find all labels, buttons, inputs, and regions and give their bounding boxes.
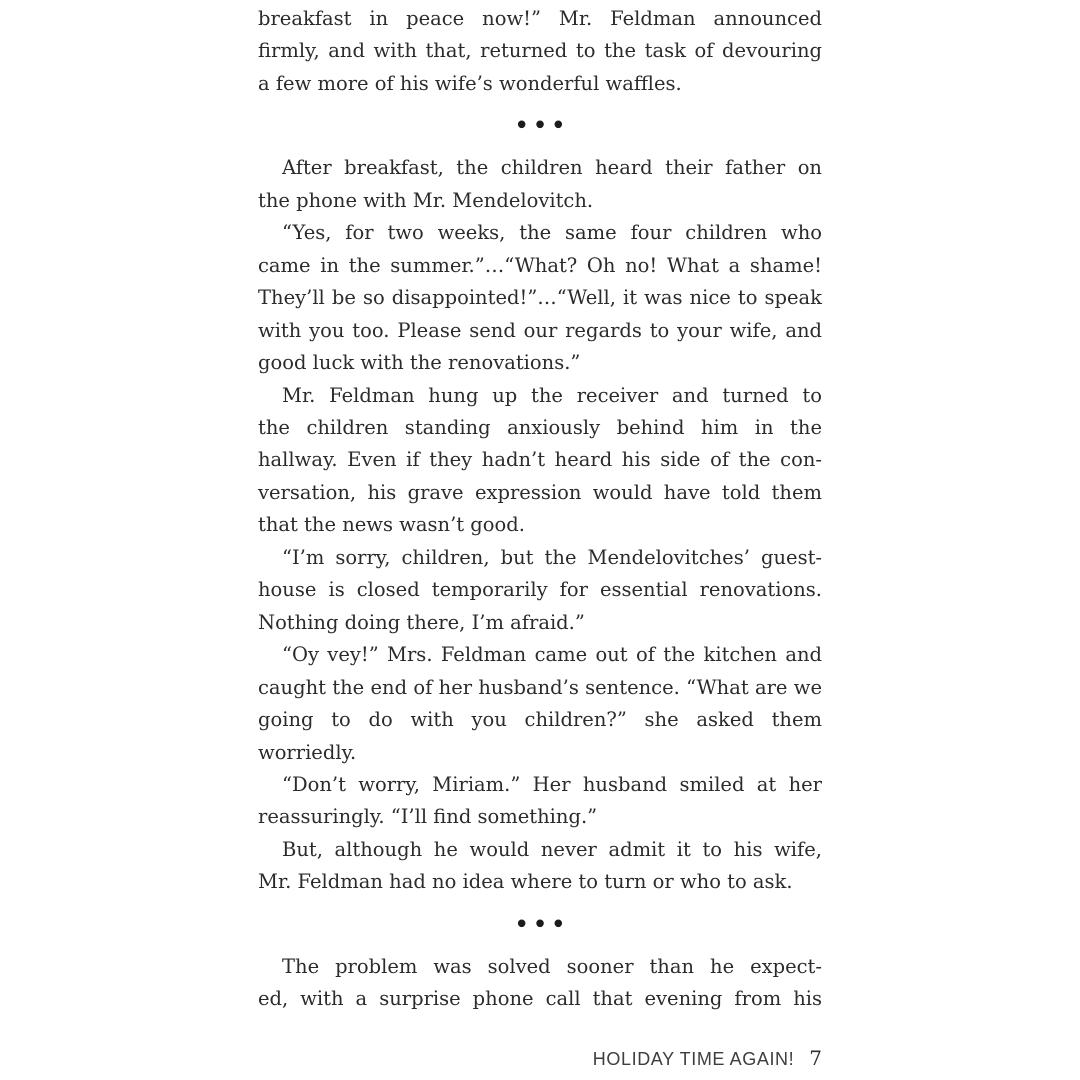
text-line: “Yes, for two weeks, the same four children who: [282, 221, 822, 245]
text-line: The problem was solved sooner than he expect-: [282, 954, 822, 978]
paragraph: [258, 152, 822, 217]
text-line: firmly, and with that, returned to the task of devouring: [258, 39, 822, 63]
text-line: breakfast in peace now!” Mr. Feldman announced: [258, 7, 822, 30]
running-title: HOLIDAY TIME AGAIN!: [592, 1049, 795, 1069]
paragraph: [258, 769, 822, 834]
page-footer: [593, 1046, 822, 1070]
scene-break-separator: •••: [513, 111, 569, 142]
text-line: the phone with Mr. Mendelovitch.: [258, 188, 594, 212]
text-line: good luck with the renovations.”: [258, 351, 581, 375]
text-line: with you too. Please send our regards to your wife, and: [258, 318, 822, 342]
text-line: going to do with you children?” she asked them worriedly.: [258, 708, 822, 764]
text-line: “I’m sorry, children, but the Mendelovitches’ guest-: [282, 545, 822, 569]
text-line: After breakfast, the children heard their father on: [282, 156, 822, 180]
text-line: reassuringly. “I’ll find something.”: [258, 805, 598, 829]
page-text-block: [258, 3, 822, 1016]
text-line: came in the summer.”…“What? Oh no! What a shame!: [258, 253, 822, 277]
scene-break-separator: •••: [513, 909, 569, 940]
text-line: Nothing doing there, I’m afraid.”: [258, 610, 585, 634]
text-line: Mr. Feldman had no idea where to turn or who to ask.: [258, 870, 793, 894]
page-number: 7: [809, 1046, 822, 1070]
paragraph: [258, 3, 822, 100]
paragraph: [258, 951, 822, 1016]
paragraph: [258, 834, 822, 899]
text-line: that the news wasn’t good.: [258, 513, 525, 537]
text-line: But, although he would never admit it to his wife,: [282, 837, 822, 861]
text-line: ed, with a surprise phone call that evening from his: [258, 987, 822, 1011]
text-line: hallway. Even if they hadn’t heard his side of the con-: [258, 448, 822, 472]
paragraph: [258, 217, 822, 379]
text-line: versation, his grave expression would have told them: [258, 480, 822, 504]
text-line: a few more of his wife’s wonderful waffles.: [258, 71, 682, 95]
text-line: “Oy vey!” Mrs. Feldman came out of the kitchen and: [282, 643, 822, 667]
paragraph: [258, 542, 822, 639]
text-line: caught the end of her husband’s sentence. “What are we: [258, 675, 822, 699]
text-line: Mr. Feldman hung up the receiver and turned to: [282, 383, 822, 407]
text-line: house is closed temporarily for essential renovations.: [258, 578, 822, 602]
text-line: They’ll be so disappointed!”…“Well, it was nice to speak: [258, 286, 822, 310]
paragraph: [258, 639, 822, 769]
text-line: “Don’t worry, Miriam.” Her husband smiled at her: [282, 772, 822, 796]
paragraph: [258, 380, 822, 542]
text-line: the children standing anxiously behind him in the: [258, 415, 822, 439]
